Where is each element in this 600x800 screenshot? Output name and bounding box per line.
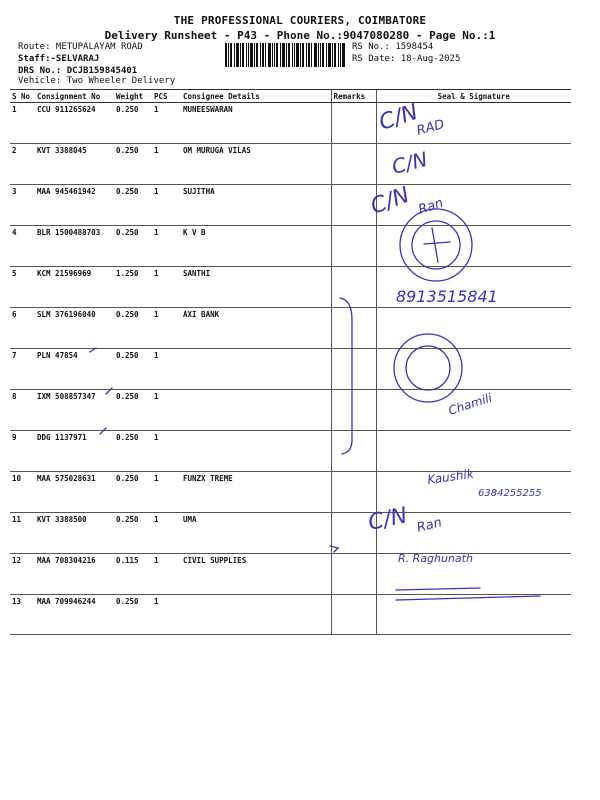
table-row — [10, 267, 571, 308]
sig-text-10: Kaushik — [426, 466, 475, 487]
name-text-8: Chamili — [446, 390, 494, 418]
header-consignment: Consignment No — [35, 90, 114, 103]
cell-weight: 0.250 — [114, 185, 152, 226]
cell-consignment: KVT 3388045 — [35, 144, 114, 185]
cell-sno: 11 — [10, 513, 35, 554]
cell-pcs: 1 — [152, 431, 181, 472]
cell-remarks — [331, 349, 376, 390]
cell-consignment: KCM 21596969 — [35, 267, 114, 308]
cell-pcs: 1 — [152, 513, 181, 554]
cell-remarks — [331, 390, 376, 431]
cell-consignment: PLN 47854 — [35, 349, 114, 390]
cell-sno: 8 — [10, 390, 35, 431]
cell-consignment: MAA 575028631 — [35, 472, 114, 513]
vehicle-label: Vehicle: Two Wheeler Delivery — [18, 76, 176, 86]
cell-sno: 5 — [10, 267, 35, 308]
sig-text-11b: Ran — [415, 515, 444, 536]
cell-remarks — [331, 472, 376, 513]
cell-pcs: 1 — [152, 144, 181, 185]
cell-signature — [376, 308, 571, 349]
cell-consignment: MAA 708304216 — [35, 554, 114, 595]
sig-text-1b: RAD — [415, 117, 447, 139]
table-row — [10, 144, 571, 185]
phone-text-5: 8913515841 — [396, 287, 498, 306]
cell-weight: 0.250 — [114, 513, 152, 554]
cell-consignment: MAA 709946244 — [35, 595, 114, 635]
cell-signature — [376, 226, 571, 267]
staff-label: Staff:-SELVARAJ — [18, 54, 100, 64]
cell-remarks — [331, 554, 376, 595]
runsheet-table — [10, 89, 571, 635]
drs-number: DRS No.: DCJB159845401 — [18, 66, 138, 76]
cell-consignee: MUNEESWARAN — [181, 103, 331, 144]
cell-sno: 1 — [10, 103, 35, 144]
cell-sno: 13 — [10, 595, 35, 635]
cell-consignment: DDG 1137971 — [35, 431, 114, 472]
cell-pcs: 1 — [152, 349, 181, 390]
table-row — [10, 308, 571, 349]
table-header-row — [10, 90, 571, 103]
table-row — [10, 390, 571, 431]
cell-consignment: KVT 3388500 — [35, 513, 114, 554]
cell-remarks — [331, 185, 376, 226]
cell-consignee: CIVIL SUPPLIES — [181, 554, 331, 595]
cell-pcs: 1 — [152, 308, 181, 349]
barcode-image — [225, 43, 345, 67]
rs-date: RS Date: 18-Aug-2025 — [352, 54, 461, 64]
cell-weight: 0.250 — [114, 226, 152, 267]
header-sno: S No — [10, 90, 35, 103]
cell-weight: 0.250 — [114, 103, 152, 144]
cell-sno: 12 — [10, 554, 35, 595]
cell-signature — [376, 103, 571, 144]
cell-sno: 2 — [10, 144, 35, 185]
cell-consignee: SUJITHA — [181, 185, 331, 226]
cell-weight: 1.250 — [114, 267, 152, 308]
cell-consignee: OM MURUGA VILAS — [181, 144, 331, 185]
table-row — [10, 349, 571, 390]
cell-consignee: FUNZX TREME — [181, 472, 331, 513]
table-row — [10, 185, 571, 226]
cell-signature — [376, 554, 571, 595]
cell-signature — [376, 390, 571, 431]
sig-text-12: R. Raghunath — [398, 552, 473, 565]
cell-remarks — [331, 144, 376, 185]
cell-consignment: SLM 376196040 — [35, 308, 114, 349]
table-row — [10, 513, 571, 554]
company-title: THE PROFESSIONAL COURIERS, COIMBATORE — [173, 14, 427, 27]
cell-remarks — [331, 267, 376, 308]
cell-signature — [376, 267, 571, 308]
cell-remarks — [331, 226, 376, 267]
cell-consignee — [181, 349, 331, 390]
header-weight: Weight — [114, 90, 152, 103]
cell-remarks — [331, 595, 376, 635]
table-row — [10, 103, 571, 144]
header-remarks: Remarks — [331, 90, 376, 103]
cell-remarks — [331, 308, 376, 349]
cell-remarks — [331, 431, 376, 472]
cell-consignee: SANTHI — [181, 267, 331, 308]
cell-signature — [376, 595, 571, 635]
cell-signature — [376, 513, 571, 554]
cell-weight: 0.250 — [114, 431, 152, 472]
cell-pcs: 1 — [152, 185, 181, 226]
cell-weight: 0.250 — [114, 349, 152, 390]
cell-pcs: 1 — [152, 595, 181, 635]
cell-consignee — [181, 390, 331, 431]
cell-pcs: 1 — [152, 554, 181, 595]
cell-remarks — [331, 103, 376, 144]
cell-consignee: UMA — [181, 513, 331, 554]
cell-consignment: IXM 508857347 — [35, 390, 114, 431]
cell-weight: 0.115 — [114, 554, 152, 595]
cell-sno: 6 — [10, 308, 35, 349]
runsheet-subtitle: Delivery Runsheet - P43 - Phone No.:9047080280 - Page No.:1 — [104, 29, 496, 42]
cell-signature — [376, 472, 571, 513]
cell-sno: 9 — [10, 431, 35, 472]
cell-consignment: CCU 911265624 — [35, 103, 114, 144]
cell-remarks — [331, 513, 376, 554]
cell-pcs: 1 — [152, 226, 181, 267]
cell-weight: 0.250 — [114, 144, 152, 185]
sig-text-11: C/N — [366, 503, 410, 536]
header-signature: Seal & Signature — [376, 90, 571, 103]
cell-pcs: 1 — [152, 267, 181, 308]
cell-consignment: MAA 945461942 — [35, 185, 114, 226]
rs-number: RS No.: 1598454 — [352, 42, 434, 52]
cell-consignee — [181, 595, 331, 635]
sig-text-1: C/N — [376, 99, 422, 136]
sig-text-3b: Ran — [416, 195, 446, 218]
cell-weight: 0.250 — [114, 308, 152, 349]
header-pcs: PCS — [152, 90, 181, 103]
cell-consignee: K V B — [181, 226, 331, 267]
cell-pcs: 1 — [152, 390, 181, 431]
cell-consignee: AXI BANK — [181, 308, 331, 349]
table-row — [10, 431, 571, 472]
cell-weight: 0.250 — [114, 595, 152, 635]
cell-signature — [376, 431, 571, 472]
route-label: Route: METUPALAYAM ROAD — [18, 42, 143, 52]
cell-sno: 7 — [10, 349, 35, 390]
cell-signature — [376, 349, 571, 390]
cell-weight: 0.250 — [114, 472, 152, 513]
cell-pcs: 1 — [152, 472, 181, 513]
cell-pcs: 1 — [152, 103, 181, 144]
cell-consignment: BLR 1500488703 — [35, 226, 114, 267]
cell-weight: 0.250 — [114, 390, 152, 431]
cell-sno: 3 — [10, 185, 35, 226]
phone-text-10: 6384255255 — [478, 488, 542, 499]
cell-signature — [376, 144, 571, 185]
cell-consignee — [181, 431, 331, 472]
sig-text-3: C/N — [367, 182, 413, 220]
table-row — [10, 226, 571, 267]
cell-sno: 10 — [10, 472, 35, 513]
table-row — [10, 472, 571, 513]
header-consignee: Consignee Details — [181, 90, 331, 103]
cell-sno: 4 — [10, 226, 35, 267]
cell-signature — [376, 185, 571, 226]
table-row — [10, 554, 571, 595]
table-row — [10, 595, 571, 635]
sig-text-2: C/N — [389, 146, 430, 179]
